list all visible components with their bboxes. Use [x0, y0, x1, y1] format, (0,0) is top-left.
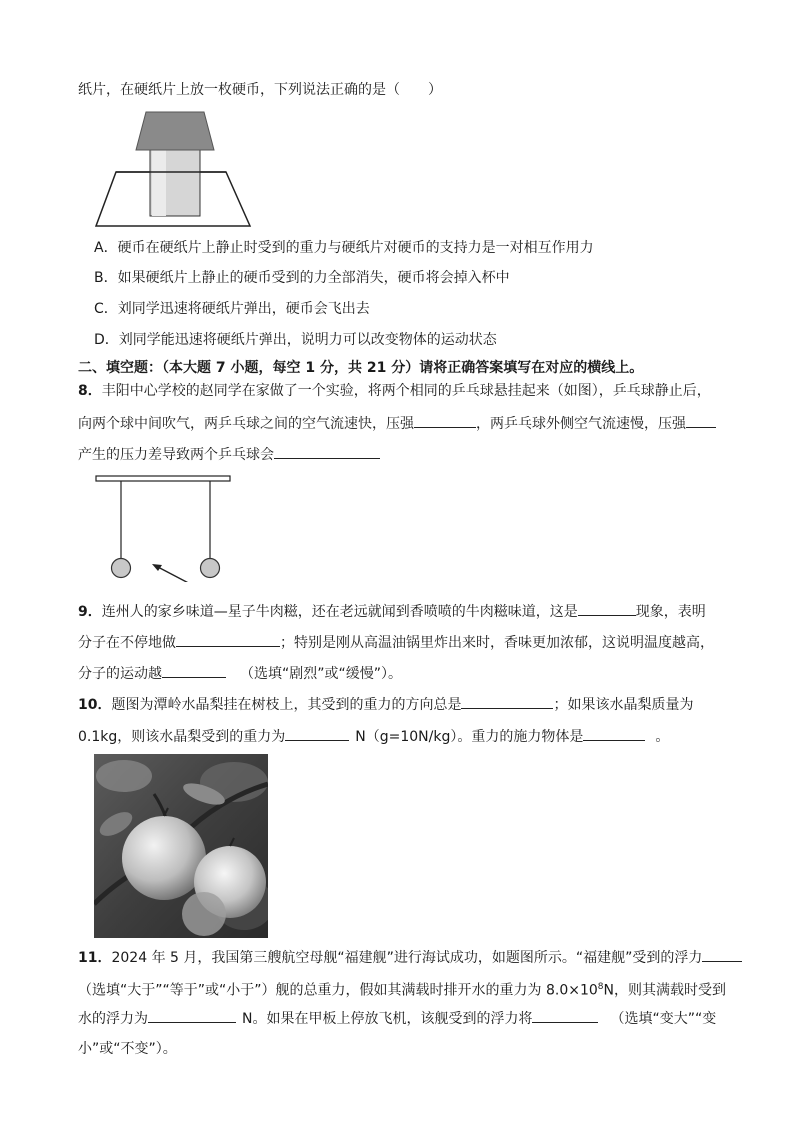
q8-blank-1[interactable] — [414, 413, 476, 428]
q8-text-1: 丰阳中心学校的赵同学在家做了一个实验，将两个相同的乒乓球悬挂起来（如图），乒乓球静止后， — [101, 383, 711, 399]
q9-number: 9． — [78, 604, 102, 620]
q9-blank-1[interactable] — [578, 601, 636, 616]
q11-text-3c: （选填“变大”“变 — [610, 1011, 717, 1027]
q10-photo-pears — [94, 754, 268, 938]
q9-line-2 — [78, 632, 714, 653]
q10-line-2 — [78, 726, 669, 747]
q11-text-2a: （选填“大于”“等于”或“小于”）舰的总重力，假如其满载时排开水的重力为 8.0×10 — [78, 982, 598, 999]
q11-blank-2[interactable] — [148, 1008, 236, 1023]
q11-text-3b: N。如果在甲板上停放飞机，该舰受到的浮力将 — [242, 1011, 533, 1027]
q7-figure-cup-card — [94, 108, 254, 230]
q11-line-4: 小”或“不变”）。 — [78, 1041, 177, 1057]
q8-text-2a: 向两个球中间吹气，两乒乓球之间的空气流速快，压强 — [78, 416, 414, 432]
q11-blank-3[interactable] — [532, 1008, 598, 1023]
q11-blank-1[interactable] — [702, 947, 742, 962]
q9-line-1 — [78, 601, 706, 622]
q8-line-3 — [78, 444, 380, 465]
q11-number: 11． — [78, 950, 112, 966]
q10-blank-1[interactable] — [461, 694, 553, 709]
q10-line-1 — [78, 694, 693, 715]
q8-blank-3[interactable] — [274, 444, 380, 459]
q11-text-1a: 2024 年 5 月，我国第三艘航空母舰“福建舰”进行海试成功，如题图所示。“福建舰”受到的浮力 — [111, 950, 703, 966]
q10-text-1b: ；如果该水晶梨质量为 — [553, 697, 694, 713]
q7-option-b: B．如果硬纸片上静止的硬币受到的力全部消失，硬币将会掉入杯中 — [94, 270, 510, 286]
q7-option-d: D．刘同学能迅速将硬纸片弹出，说明力可以改变物体的运动状态 — [94, 332, 497, 348]
q8-figure-hanging-balls — [94, 474, 234, 582]
q9-blank-3[interactable] — [162, 663, 226, 678]
q9-text-3b: （选填“剧烈”或“缓慢”）。 — [240, 666, 403, 682]
q10-text-2c: 。 — [655, 729, 670, 745]
q11-exponent: 8 — [597, 982, 604, 992]
q9-blank-2[interactable] — [176, 632, 280, 647]
q9-text-2a: 分子在不停地做 — [78, 635, 176, 651]
q9-text-1a: 连州人的家乡味道—星子牛肉糍，还在老远就闻到香喷喷的牛肉糍味道，这是 — [101, 604, 578, 620]
q7-option-a: A．硬币在硬纸片上静止时受到的重力与硬纸片对硬币的支持力是一对相互作用力 — [94, 240, 594, 256]
q10-text-2b: N（g=10N/kg）。重力的施力物体是 — [355, 729, 584, 745]
q9-text-1b: 现象，表明 — [635, 604, 706, 620]
q11-line-3 — [78, 1008, 716, 1029]
q9-text-2b: ；特别是刚从高温油锅里炸出来时，香味更加浓郁，这说明温度越高， — [280, 635, 714, 651]
q11-line-2 — [78, 977, 726, 1001]
q10-number: 10． — [78, 697, 112, 713]
q7-stem-tail: 纸片，在硬纸片上放一枚硬币，下列说法正确的是（ ） — [78, 82, 442, 98]
q11-line-1 — [78, 947, 742, 968]
q7-option-c: C．刘同学迅速将硬纸片弹出，硬币会飞出去 — [94, 301, 370, 317]
q10-blank-2[interactable] — [285, 726, 349, 741]
q9-text-3a: 分子的运动越 — [78, 666, 162, 682]
q8-text-2b: ，两乒乓球外侧空气流速慢，压强 — [476, 416, 686, 432]
q8-line-2 — [78, 413, 716, 434]
q10-blank-3[interactable] — [583, 726, 645, 741]
q8-line-1 — [78, 381, 711, 401]
q8-text-3a: 产生的压力差导致两个乒乓球会 — [78, 447, 274, 463]
q11-text-3a: 水的浮力为 — [78, 1011, 148, 1027]
q11-text-2b: N，则其满载时受到 — [603, 982, 726, 999]
q10-text-1a: 题图为潭岭水晶梨挂在树枝上，其受到的重力的方向总是 — [111, 697, 462, 713]
section-heading: 二、填空题：（本大题 7 小题，每空 1 分，共 21 分）请将正确答案填写在对应的横线上。 — [78, 360, 644, 376]
q8-number: 8． — [78, 383, 102, 399]
q9-line-3 — [78, 663, 402, 684]
q10-text-2a: 0.1kg，则该水晶梨受到的重力为 — [78, 729, 286, 745]
q8-blank-2[interactable] — [686, 413, 716, 428]
